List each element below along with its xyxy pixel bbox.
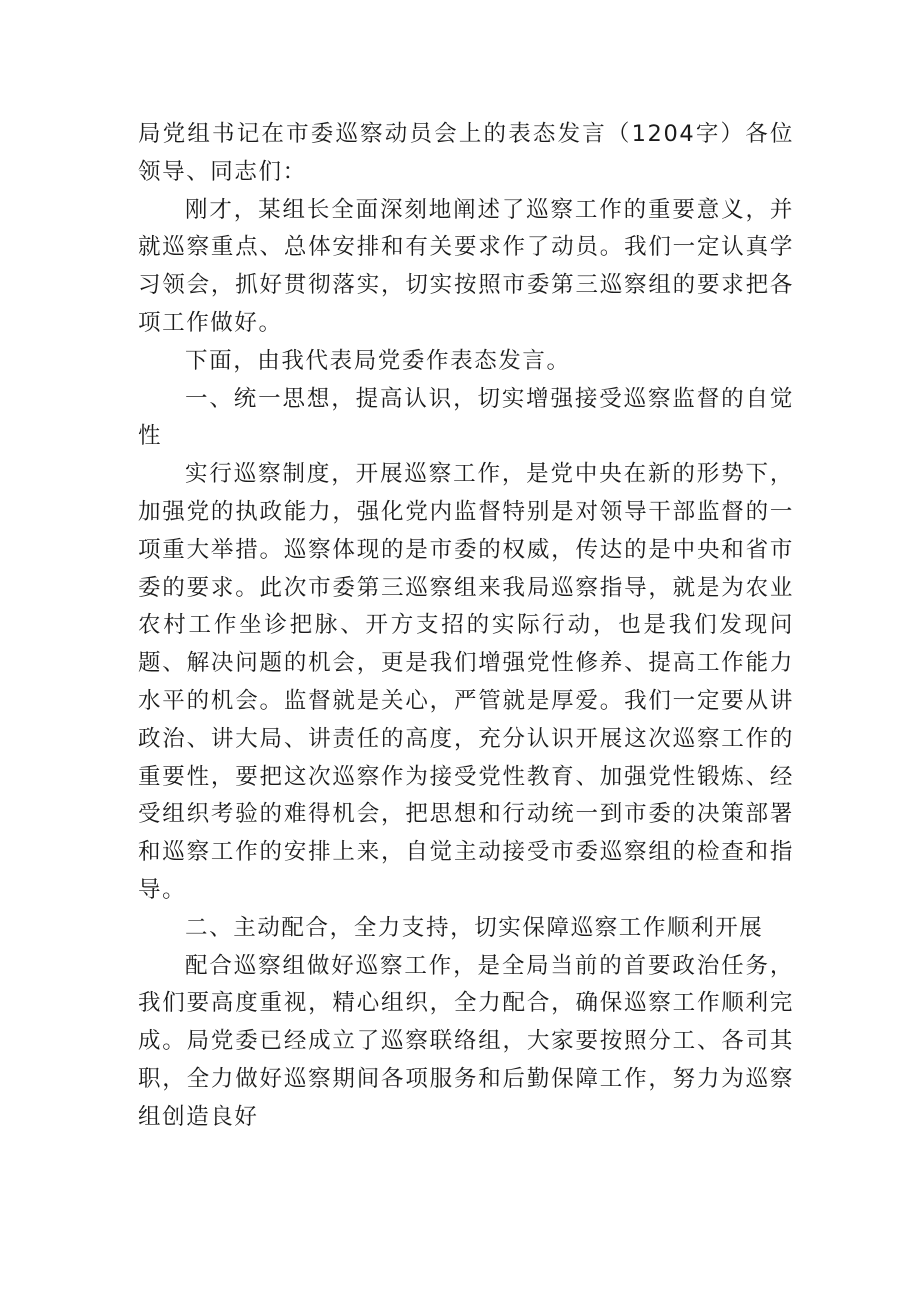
paragraph-section-one-body: 实行巡察制度，开展巡察工作，是党中央在新的形势下，加强党的执政能力，强化党内监督特别是对领导干部监督的一项重大举措。巡察体现的是市委的权威，传达的是中央和省市委的要求。此次市委第三巡察组来我局巡察指导，就是为农业农村工作坐诊把脉、开方支招的实际行动，也是我们发现问题、解决问题的机会，更是我们增强党性修养、提高工作能力水平的机会。监督就是关心，严管就是厚爱。我们一定要从讲政治、讲大局、讲责任的高度，充分认识开展这次巡察工作的重要性，要把这次巡察作为接受党性教育、加强党性锻炼、经受组织考验的难得机会，把思想和行动统一到市委的决策部署和巡察工作的安排上来，自觉主动接受市委巡察组的检查和指导。: [138, 461, 794, 903]
document-page: [138, 116, 794, 1137]
paragraph-section-two-body: 配合巡察组做好巡察工作，是全局当前的首要政治任务，我们要高度重视，精心组织，全力配合，确保巡察工作顺利完成。局党委已经成立了巡察联络组，大家要按照分工、各司其职，全力做好巡察期间各项服务和后勤保障工作，努力为巡察组创造良好: [138, 952, 794, 1130]
paragraph-opening-remarks: 刚才，某组长全面深刻地阐述了巡察工作的重要意义，并就巡察重点、总体安排和有关要求作了动员。我们一定认真学习领会，抓好贯彻落实，切实按照市委第三巡察组的要求把各项工作做好。: [138, 196, 794, 336]
section-heading-two: 二、主动配合，全力支持，切实保障巡察工作顺利开展: [185, 914, 764, 941]
paragraph-transition: 下面，由我代表局党委作表态发言。: [185, 347, 571, 374]
document-title-line: 局党组书记在市委巡察动员会上的表态发言（1204字）各位领导、同志们：: [138, 121, 794, 185]
section-heading-one: 一、统一思想，提高认识，切实增强接受巡察监督的自觉性: [138, 385, 794, 450]
